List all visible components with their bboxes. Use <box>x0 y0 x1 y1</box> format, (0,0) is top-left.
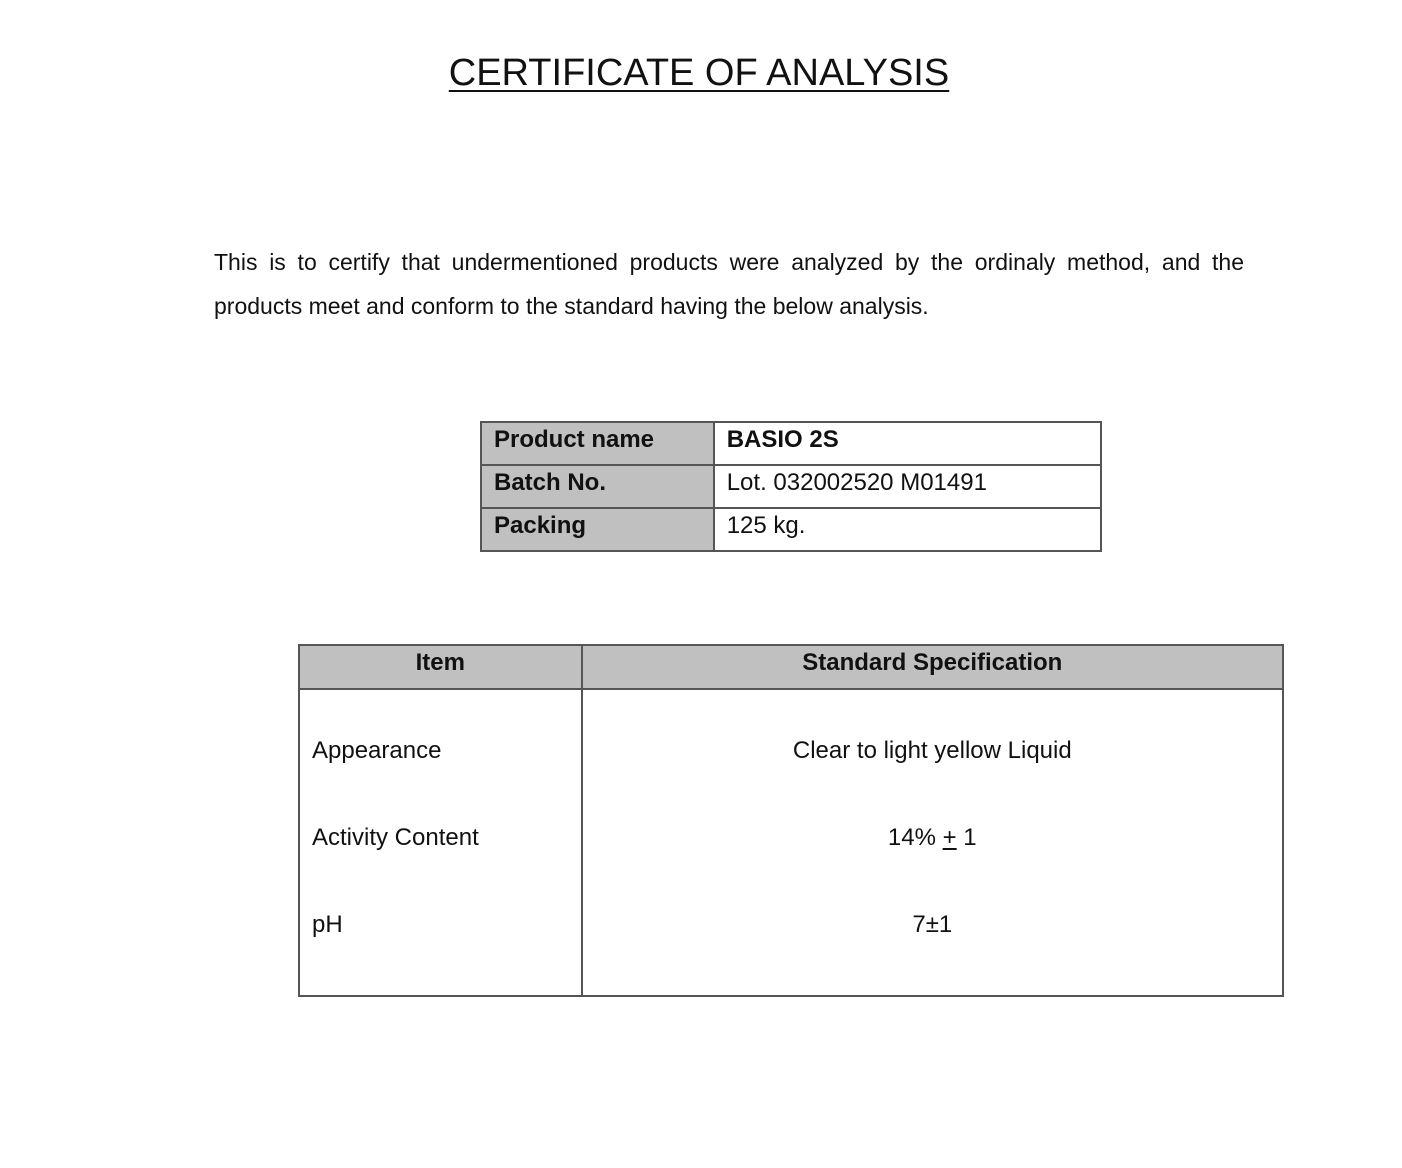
batch-number-row <box>481 465 1101 508</box>
product-name-value: BASIO 2S <box>714 422 1101 465</box>
appearance-item: Appearance <box>312 737 442 764</box>
item-column <box>299 689 582 996</box>
product-name-row <box>481 422 1101 465</box>
specification-header-row <box>299 645 1283 689</box>
packing-label: Packing <box>481 508 714 551</box>
activity-content-item: Activity Content <box>312 824 479 851</box>
appearance-spec: Clear to light yellow Liquid <box>792 737 1072 764</box>
product-info-table <box>480 421 1102 552</box>
ph-item: pH <box>312 911 343 938</box>
item-column-header: Item <box>299 645 582 689</box>
spec-column <box>582 689 1283 996</box>
spec-column-header: Standard Specification <box>582 645 1283 689</box>
plus-minus-symbol: + <box>942 824 957 851</box>
activity-content-spec <box>583 821 1282 908</box>
activity-content-spec-tolerance: 1 <box>956 824 977 851</box>
packing-row <box>481 508 1101 551</box>
certification-statement: This is to certify that undermentioned products were analyzed by the ordinaly method, and the products meet and conform to the standard having the below analysis. <box>214 249 1244 319</box>
batch-number-label: Batch No. <box>481 465 714 508</box>
specification-body-row <box>299 689 1283 996</box>
activity-content-spec-value: 14% <box>887 824 943 851</box>
specification-table <box>298 644 1284 997</box>
document-title: CERTIFICATE OF ANALYSIS <box>448 52 950 94</box>
ph-spec: 7±1 <box>912 911 953 938</box>
batch-number-value: Lot. 032002520 M01491 <box>714 465 1101 508</box>
packing-value: 125 kg. <box>714 508 1101 551</box>
product-name-label: Product name <box>481 422 714 465</box>
